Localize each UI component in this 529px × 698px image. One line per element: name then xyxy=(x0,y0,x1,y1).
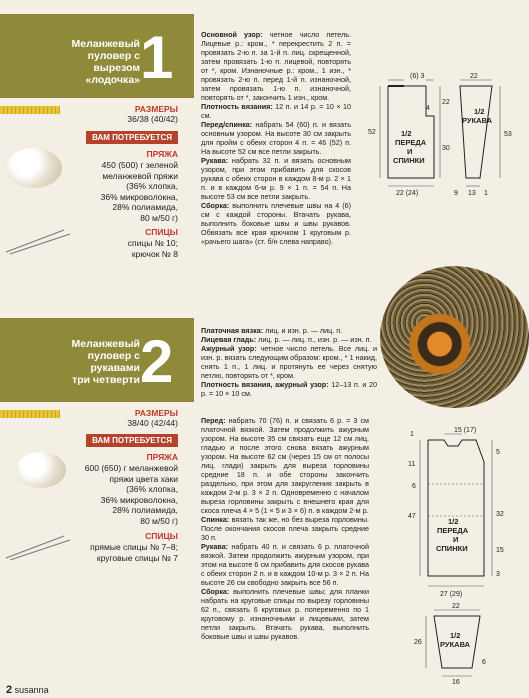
svg-text:СПИНКИ: СПИНКИ xyxy=(436,544,468,553)
svg-text:И: И xyxy=(453,535,459,544)
section2-instructions-bottom: Перед: набрать 70 (76) п. и связать 6 р. = 3 см платочной вязкой. Затем продолжить ажурным узором. На высоте 35 см связать еще 12 см лиц. гладью и после этого снова вязать ажурным узором. На высоте 62 см (через 15 см от полосы лиц. глади) закрыть для выреза горловины средние 18 п. и обе стороны закончить раздельно, при этом для закругления закрыть в каждом 2-м р. 3 × 2 п. Одновременно с началом выреза горловины закрыть с внешнего края для скоса плеча 4 × 5 (1 × 5 и 3 × 6) п. в каждом 2-м р. Спинка: вязать так же, но без выреза горловины. После окончания скосов плеча закрыть средние 30 п. Рукава: набрать 40 п. и связать 6 р. платочной вязкой. Затем продолжить ажурным узором, при этом на высоте 6 см прибавить для скосов рукава с обеих сторон 2 п. и в каждом 10-м р. 3 × 2 п. На высоте 26 см свободно закрыть все 56 п. Сборка: выполнить плечевые швы; для планки набрать на круговые спицы по вырезу горловины 62 п., связать 6 круговых р. попеременно по 1 круговому р. изнаночными и лицевыми, затем петли закрыть. Втачать рукава, выполнить боковые швы и швы рукавов. xyxy=(201,416,369,641)
svg-text:6: 6 xyxy=(482,659,486,666)
measuring-tape-icon xyxy=(0,410,60,418)
svg-text:1/2: 1/2 xyxy=(474,107,485,116)
section1-yarn-lines: 450 (500) г зеленой меланжевой пряжи (36% хлопка, 36% микроволокна, 28% полиамида, 80 м/50 г) xyxy=(100,160,178,223)
section1-needles-label: СПИЦЫ xyxy=(145,227,178,237)
svg-text:1: 1 xyxy=(484,190,488,197)
svg-text:30: 30 xyxy=(442,145,450,152)
yarn-swatch-photo xyxy=(380,266,529,408)
section1-sizes-label: РАЗМЕРЫ xyxy=(134,104,178,114)
yarn-ball-icon xyxy=(16,452,66,488)
svg-text:5: 5 xyxy=(496,449,500,456)
yarn-ball-icon xyxy=(6,148,62,188)
svg-text:9: 9 xyxy=(454,190,458,197)
svg-text:47: 47 xyxy=(408,513,416,520)
brand-name: susanna xyxy=(14,685,49,695)
section2-yarn-label: ПРЯЖА xyxy=(146,452,178,462)
svg-text:1/2: 1/2 xyxy=(448,517,459,526)
section1-sleeve-diagram xyxy=(452,68,527,198)
svg-text:1/2: 1/2 xyxy=(450,631,461,640)
section1-front-top-dim: (6) 3 xyxy=(410,73,425,80)
section2-yarn-lines: 600 (650) г меланжевой пряжи цвета хаки (36% хлопка, 36% микроволокна, 28% полиамида, 80 м/50 г) xyxy=(84,463,178,526)
section2-front-diagram xyxy=(392,426,522,601)
section2-number: 2 xyxy=(140,328,174,395)
section1-need-label: ВАМ ПОТРЕБУЕТСЯ xyxy=(86,131,178,144)
section2-banner xyxy=(0,318,178,402)
svg-text:26: 26 xyxy=(414,639,422,646)
svg-text:22 (24): 22 (24) xyxy=(396,190,419,197)
svg-text:3: 3 xyxy=(496,571,500,578)
svg-text:16: 16 xyxy=(452,679,460,686)
svg-text:РУКАВА: РУКАВА xyxy=(440,640,471,649)
svg-text:15: 15 xyxy=(496,547,504,554)
svg-text:1: 1 xyxy=(410,431,414,438)
section2-sizes-value: 38/40 (42/44) xyxy=(127,418,178,428)
svg-text:22: 22 xyxy=(470,73,478,80)
section1-banner xyxy=(0,14,178,98)
svg-text:И: И xyxy=(407,147,413,156)
svg-text:6: 6 xyxy=(412,483,416,490)
svg-text:27 (29): 27 (29) xyxy=(440,591,463,598)
section1-title: Меланжевый пуловер с вырезом «лодочка» xyxy=(71,38,140,86)
svg-text:1/2: 1/2 xyxy=(401,129,412,138)
svg-text:СПИНКИ: СПИНКИ xyxy=(393,156,425,165)
svg-text:22: 22 xyxy=(442,99,450,106)
svg-text:32: 32 xyxy=(496,511,504,518)
section2-needles-lines: прямые спицы № 7–8; круговые спицы № 7 xyxy=(90,542,178,563)
svg-text:15 (17): 15 (17) xyxy=(454,427,477,434)
svg-text:13: 13 xyxy=(468,190,476,197)
section1-yarn-label: ПРЯЖА xyxy=(146,149,178,159)
section1-instructions: Основной узор: четное число петель. Лицевые р.: кром., * перекрестить 2 п. = провязать 2-ю п. за 1-й п. лиц. скрещенной, затем провязать 1-ю п. лицевой, повторять от *, кром. Изнаночные р.: кром., 1 изн., * провязать 2-ю п. перед 1-й п. изнаночной, затем провязать 1-ю п. изнаночной, повторять от *, закончить 1 изн., кром. Плотность вязания: 12 п. и 14 р. = 10 × 10 см. Перед/спинка: набрать 54 (60) п. и вязать основным узором. На высоте 30 см закрыть для пройм с обеих сторон 4 п. = 46 (52) п. На высоте 52 см все петли закрыть. Рукава: набрать 32 п. и вязать основным узором, при этом прибавить для скосов рукава с обеих сторон в каждом 8-м р. 2 × 1 п. и в каждом 6-м р. 9 × 1 п. = 54 п. На высоте 53 см все петли закрыть. Сборка: выполнить плечевые швы на 4 (6) см с каждой стороны. Втачать рукава, выполнить боковые швы и швы рукавов. Обвязать все края крючком 1 круговым р. «рачьего шага» (ст. б/н слева направо). xyxy=(201,30,352,246)
svg-text:11: 11 xyxy=(408,461,416,468)
measuring-tape-icon xyxy=(0,106,60,114)
svg-text:22: 22 xyxy=(452,603,460,610)
svg-text:4: 4 xyxy=(426,105,430,112)
knitting-needles-icon xyxy=(4,532,74,562)
svg-text:53: 53 xyxy=(504,131,512,138)
page-number: 2 xyxy=(6,684,13,696)
svg-text:52: 52 xyxy=(368,129,376,136)
section1-number: 1 xyxy=(140,24,174,91)
section2-sleeve-diagram xyxy=(412,604,502,684)
section2-need-label: ВАМ ПОТРЕБУЕТСЯ xyxy=(86,434,178,447)
section2-instructions-top: Платочная вязка: лиц. и изн. р. — лиц. п. Лицевая гладь: лиц. р. — лиц. п., изн. р. — изн. п. Ажурный узор: четное число петель. Все лиц. и изн. р. вязать следующим образом: кром., * 1 накид, снять 1 п., 1 лиц. и протянуть ее через снятую петлю, повторять от *, кром. Плотность вязания, ажурный узор: 12–13 п. и 20 р. = 10 × 10 см. xyxy=(201,326,377,398)
knitting-needles-icon xyxy=(4,226,74,256)
section2-title: Меланжевый пуловер с рукавами три четверти xyxy=(71,338,140,386)
section2-needles-label: СПИЦЫ xyxy=(145,531,178,541)
svg-text:ПЕРЕДА: ПЕРЕДА xyxy=(395,138,427,147)
svg-text:ПЕРЕДА: ПЕРЕДА xyxy=(437,526,469,535)
svg-text:РУКАВА: РУКАВА xyxy=(462,116,493,125)
section1-needles-lines: спицы № 10; крючок № 8 xyxy=(127,238,178,259)
page-footer xyxy=(6,684,49,696)
section1-front-diagram xyxy=(368,68,448,198)
section1-sizes-value: 36/38 (40/42) xyxy=(127,114,178,124)
section2-sizes-label: РАЗМЕРЫ xyxy=(134,408,178,418)
